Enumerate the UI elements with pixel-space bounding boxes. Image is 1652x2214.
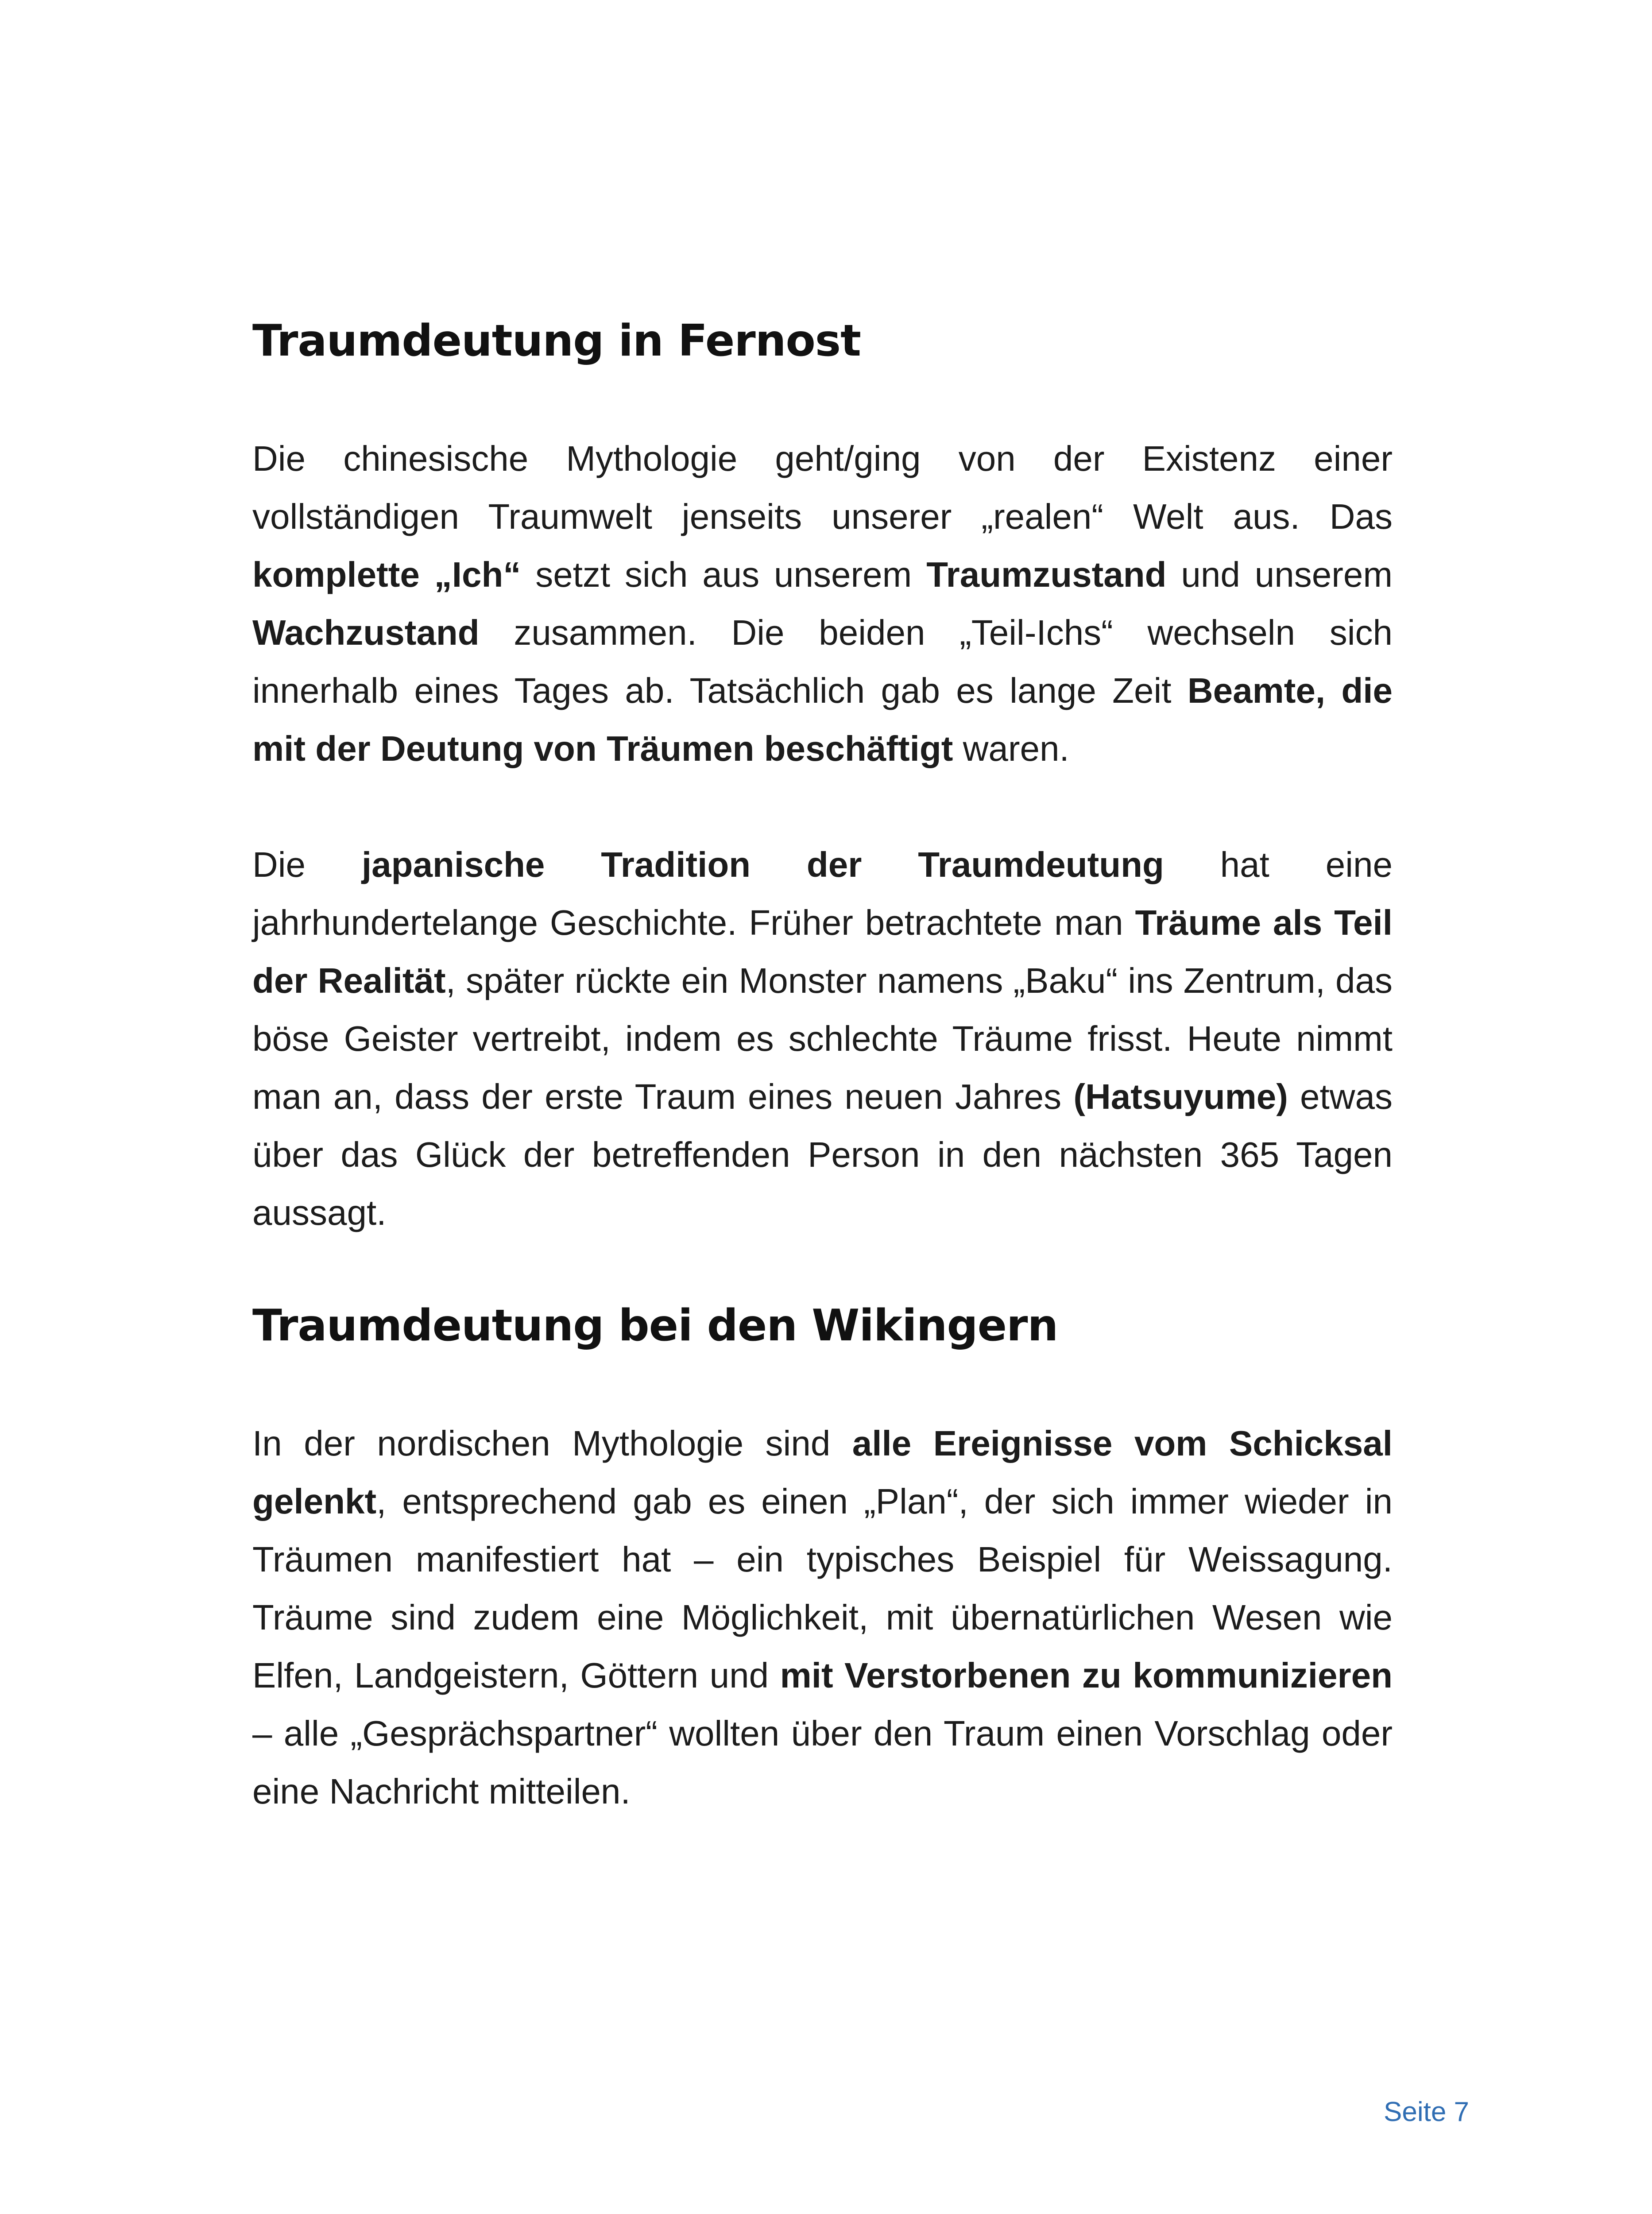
text-run: Die chinesische Mythologie geht/ging von der Existenz einer vollständigen Traumwelt jenseits unserer „realen“ Welt aus. Das (252, 439, 1393, 536)
bold-text-run: mit Verstorbenen zu kommunizieren (780, 1656, 1393, 1695)
bold-text-run: Beamte, die mit der Deutung von Träumen beschäftigt (252, 671, 1393, 768)
paragraph-japanese-tradition (252, 836, 1393, 1242)
bold-text-run: alle Ereignisse vom Schicksal gelenkt (252, 1424, 1393, 1521)
text-run: hat eine jahrhundertelange Geschichte. Früher betrachtete man (252, 845, 1393, 942)
paragraph-chinese-mythology (252, 430, 1393, 778)
text-run: etwas über das Glück der betreffenden Person in den nächsten 365 Tagen aussagt. (252, 1077, 1393, 1232)
text-run: zusammen. Die beiden „Teil-Ichs“ wechseln sich innerhalb eines Tages ab. Tatsächlich gab es lange Zeit (252, 613, 1393, 710)
bold-text-run: komplette „Ich“ (252, 555, 521, 594)
text-run: setzt sich aus unserem (521, 555, 927, 594)
text-run: , entsprechend gab es einen „Plan“, der sich immer wieder in Träumen manifestiert hat – ein typisches Beispiel für Weissagung. Träume sind zudem eine Möglichkeit, mit übernatürlichen Wesen wie Elfen, Landgeistern, Göttern und (252, 1482, 1393, 1695)
text-run: und unserem (1166, 555, 1393, 594)
text-run: Die (252, 845, 362, 884)
bold-text-run: japanische Tradition der Traumdeutung (361, 845, 1164, 884)
document-body (252, 310, 1393, 1820)
text-run: waren. (953, 729, 1069, 768)
text-run: , später rückte ein Monster namens „Baku“ ins Zentrum, das böse Geister vertreibt, indem es schlechte Träume frisst. Heute nimmt man an, dass der erste Traum eines neuen Jahres (252, 961, 1393, 1116)
bold-text-run: Wachzustand (252, 613, 480, 652)
section-heading-fernost: Traumdeutung in Fernost (252, 316, 861, 366)
page-number: Seite 7 (1384, 2097, 1470, 2127)
bold-text-run: Träume als Teil der Realität (252, 903, 1393, 1000)
section-heading-wikinger: Traumdeutung bei den Wikingern (252, 1301, 1058, 1351)
paragraph-nordic-mythology (252, 1414, 1393, 1820)
bold-text-run: Traumzustand (926, 555, 1167, 594)
bold-text-run: (Hatsuyume) (1073, 1077, 1288, 1116)
text-run: – alle „Gesprächspartner“ wollten über den Traum einen Vorschlag oder eine Nachricht mitteilen. (252, 1714, 1393, 1811)
text-run: In der nordischen Mythologie sind (252, 1424, 852, 1463)
